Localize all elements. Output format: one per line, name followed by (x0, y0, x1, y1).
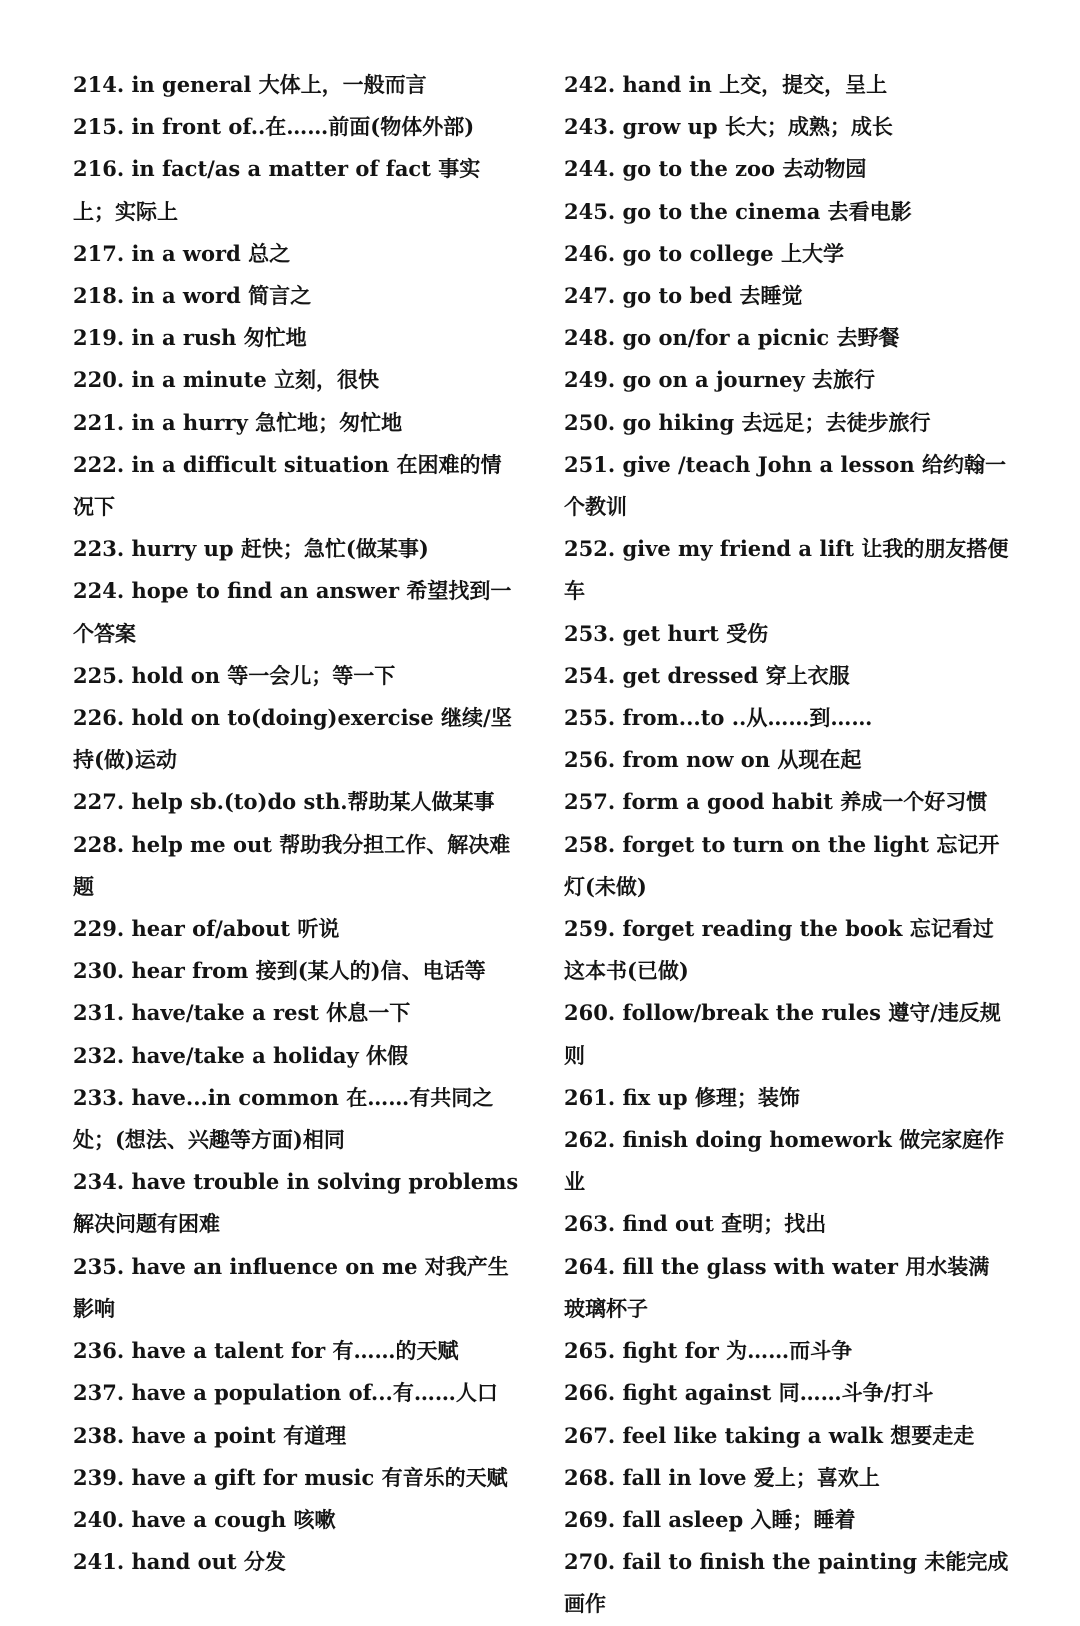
phrase-entry: 246. go to college 上大学 (564, 240, 844, 266)
phrase-entry: 225. hold on 等一会儿；等一下 (73, 662, 396, 688)
phrase-entry: 236. have a talent for 有……的天赋 (73, 1338, 459, 1364)
phrase-entry: 229. hear of/about 听说 (73, 916, 340, 942)
phrase-entry: 219. in a rush 匆忙地 (73, 325, 307, 351)
phrase-entry: 250. go hiking 去远足；去徒步旅行 (564, 409, 931, 435)
phrase-entry: 260. follow/break the rules 遵守/违反规则 (564, 1000, 1001, 1068)
phrase-entry: 245. go to the cinema 去看电影 (564, 198, 912, 224)
phrase-entry: 256. from now on 从现在起 (564, 747, 862, 773)
phrase-entry: 217. in a word 总之 (73, 240, 291, 266)
phrase-entry: 222. in a difficult situation 在困难的情况下 (73, 451, 502, 520)
phrase-entry: 243. grow up 长大；成熟；成长 (564, 114, 893, 140)
phrase-entry: 218. in a word 简言之 (73, 283, 312, 309)
phrase-entry: 264. fill the glass with water 用水装满玻璃杯子 (564, 1253, 990, 1321)
phrase-entry: 230. hear from 接到(某人的)信、电话等 (73, 958, 486, 984)
right-column (564, 64, 1010, 1626)
phrase-entry: 262. finish doing homework 做完家庭作业 (564, 1127, 1005, 1195)
phrase-entry: 235. have an influence on me 对我产生影响 (73, 1253, 509, 1321)
phrase-entry: 252. give my friend a lift 让我的朋友搭便车 (564, 536, 1009, 604)
phrase-entry: 239. have a gift for music 有音乐的天赋 (73, 1464, 508, 1490)
phrase-entry: 253. get hurt 受伤 (564, 620, 769, 646)
phrase-entry: 238. have a point 有道理 (73, 1422, 347, 1448)
phrase-entry: 241. hand out 分发 (73, 1549, 286, 1575)
left-column (73, 64, 521, 1583)
phrase-entry: 242. hand in 上交，提交，呈上 (564, 72, 888, 97)
phrase-entry: 248. go on/for a picnic 去野餐 (564, 325, 900, 351)
phrase-entry: 257. form a good habit 养成一个好习惯 (564, 789, 988, 815)
phrase-entry: 265. fight for 为……而斗争 (564, 1338, 853, 1364)
phrase-entry: 263. find out 查明；找出 (564, 1211, 827, 1237)
phrase-entry: 215. in front of..在……前面(物体外部) (73, 114, 475, 140)
phrase-entry: 251. give /teach John a lesson 给约翰一个教训 (564, 451, 1006, 520)
phrase-entry: 244. go to the zoo 去动物园 (564, 156, 867, 182)
phrase-entry: 228. help me out 帮助我分担工作、解决难题 (73, 831, 511, 899)
phrase-entry: 266. fight against 同……斗争/打斗 (564, 1380, 934, 1406)
phrase-entry: 261. fix up 修理；装饰 (564, 1084, 800, 1110)
phrase-entry: 223. hurry up 赶快；急忙(做某事) (73, 536, 429, 562)
phrase-entry: 221. in a hurry 急忙地；匆忙地 (73, 409, 403, 435)
phrase-entry: 224. hope to find an answer 希望找到一个答案 (73, 578, 512, 646)
phrase-entry: 237. have a population of...有……人口 (73, 1380, 498, 1406)
phrase-entry: 214. in general 大体上，一般而言 (73, 72, 427, 97)
phrase-entry: 220. in a minute 立刻，很快 (73, 367, 380, 393)
phrase-entry: 269. fall asleep 入睡；睡着 (564, 1506, 856, 1532)
phrase-entry: 254. get dressed 穿上衣服 (564, 662, 850, 688)
phrase-entry: 258. forget to turn on the light 忘记开灯(未做) (564, 831, 1000, 899)
phrase-entry: 247. go to bed 去睡觉 (564, 283, 803, 309)
phrase-entry: 234. have trouble in solving problems 解决问题有困难 (73, 1169, 519, 1237)
phrase-entry: 267. feel like taking a walk 想要走走 (564, 1422, 975, 1448)
phrase-entry: 232. have/take a holiday 休假 (73, 1042, 409, 1068)
phrase-entry: 227. help sb.(to)do sth.帮助某人做某事 (73, 789, 495, 815)
phrase-entry: 268. fall in love 爱上；喜欢上 (564, 1464, 880, 1490)
phrase-entry: 259. forget reading the book 忘记看过这本书(已做) (564, 916, 994, 984)
phrase-entry: 231. have/take a rest 休息一下 (73, 1000, 411, 1026)
phrase-entry: 255. from...to ..从……到…… (564, 705, 873, 731)
phrase-entry: 240. have a cough 咳嗽 (73, 1506, 336, 1532)
phrase-entry: 233. have...in common 在……有共同之处；(想法、兴趣等方面)相同 (73, 1084, 494, 1153)
phrase-entry: 226. hold on to(doing)exercise 继续/坚持(做)运动 (73, 705, 512, 773)
phrase-entry: 249. go on a journey 去旅行 (564, 367, 876, 393)
phrase-entry: 270. fail to finish the painting 未能完成画作 (564, 1549, 1009, 1617)
phrase-entry: 216. in fact/as a matter of fact 事实上；实际上 (73, 156, 481, 224)
